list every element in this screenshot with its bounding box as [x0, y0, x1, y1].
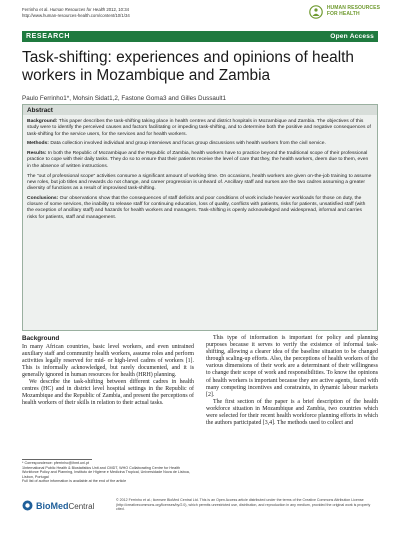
body-paragraph: In many African countries, basic level workers, and even untrained auxiliary staff and community health workers, assume roles and perform activities legally reserved for mid- or high-level cadres of workers [1]. This is informally acknowledged, but rarely documented, and it is generally ignored in human resources for health (HRH) planning. [22, 343, 194, 378]
abstract-methods-text: Data collection involved individual and group interviews and focus group discussions with health workers from the civil service. [48, 141, 326, 147]
article-title: Task-shifting: experiences and opinions of health workers in Mozambique and Zambia [22, 49, 354, 84]
citation [22, 7, 130, 18]
publisher-logo [22, 500, 94, 511]
abstract-heading: Abstract [23, 105, 377, 115]
abstract-methods [27, 141, 373, 147]
journal-logo-icon [309, 5, 323, 19]
author-info-note: Full list of author information is available at the end of the article [22, 479, 127, 484]
abstract-conclusions [27, 196, 373, 221]
citation-authors: Ferrinho et al. [22, 7, 50, 12]
footnotes [22, 461, 194, 484]
journal-logo [309, 5, 380, 19]
publisher-logo-icon [22, 500, 33, 511]
section-heading-background: Background [22, 335, 60, 342]
logo-line-1: HUMAN RESOURCES [326, 5, 380, 12]
affiliation-note: 1International Public Health & Biostatistics Unit and CMDT, WHO Collaborating Centre for Health Workforce Policy and Planning, Instituto de Higiene e Medicina Tropical, Universidade Nova de Lisboa, Lisbon, Portugal [22, 465, 190, 479]
abstract-results-label: Results: [27, 151, 47, 157]
citation-volume: 2012, 10:34 [105, 7, 130, 12]
abstract-background-label: Background: [27, 119, 58, 124]
abstract-results-2: The "out of professional scope" activities consume a significant amount of working time. On occasions, health workers are given on-the-job training to assume new roles, but job titles and rewards do not change, and career progression is unheard of. Ancillary staff and nurses are the two cadres assuming a greater diversity of functions as a result of improvised task-shifting. [27, 173, 372, 192]
abstract-conclusions-label: Conclusions: [27, 195, 59, 201]
abstract-conclusions-text: Our observations show that the consequences of staff deficits and poor conditions of work include heavier workloads for those on duty, the closure of some services, the inability to release staff for continuing education, loss of quality, conflicts with patients, risks for patients, unsatisfied staff (with the exception of ancillary staff) and hazards for health workers and managers. Task-shifting is openly acknowledged and widespread, informal and carries risks for patients, staff and management. [27, 195, 366, 220]
abstract-results-text: In both the Republic of Mozambique and the Republic of Zambia, health workers have to practice beyond the traditional scope of their professional practice to cope with their daily tasks. They do so to ensure that their patients receive the level of care that they, the health workers, deem due to them, even in the absence of written instructions. [27, 151, 369, 169]
publisher-name-sub: Central [68, 501, 95, 511]
logo-line-2: FOR HEALTH [326, 11, 360, 17]
footnote-divider [22, 459, 92, 460]
article-type-banner [22, 31, 378, 42]
abstract-background-text: This paper describes the task-shifting taking place in health centres and district hospitals in Mozambique and Zambia. The objectives of this study were to identify the perceived causes and factors facilitating or impeding task-shifting, and to determine both the positive and negative consequences of task-shifting for the service users, for the services and for health workers. [27, 119, 371, 137]
correspondence-note: * Correspondence: pferrinho@ihmt.unl.pt [22, 461, 90, 465]
abstract-results [27, 151, 373, 170]
body-paragraph: The first section of the paper is a brief description of the health workforce situation in Mozambique and Zambia, two countries which were selected for their recent health workforce planning efforts in which the authors participated [3,4]. The methods used to collect and [206, 398, 378, 427]
citation-journal: Human Resources for Health [49, 7, 106, 12]
body-paragraph: This type of information is important for policy and planning purposes because it serves to verify the existence of informal task-shifting, allowing a clearer idea of the baseline situation to be changed through scaling-up efforts. Also, the perceptions of health workers of the various dimensions of their work are a determinant of their willingness to change their scope of work and responsibilities. To know the opinions of health workers is important because they are active agents, faced with many competing incentives and constraints, in dynamic labour markets [2]. [206, 335, 378, 398]
abstract-background [27, 119, 373, 138]
license-text: © 2012 Ferrinho et al.; licensee BioMed Central Ltd. This is an Open Access article distributed under the terms of the Creative Commons Attribution License (http://creativecommons.org/licenses/by/2.0), which permits unrestricted use, distribution, and reproduction in any medium, provided the original work is properly cited. [116, 498, 371, 511]
body-column-left [22, 335, 194, 407]
article-type-label: RESEARCH [26, 33, 71, 40]
abstract-methods-label: Methods: [27, 141, 49, 147]
publisher-name: BioMed [36, 500, 69, 511]
abstract-box [22, 104, 378, 331]
author-list: Paulo Ferrinho1*, Mohsin Sidat1,2, Fastone Goma3 and Gilles Dussault1 [22, 95, 227, 102]
open-access-label: Open Access [330, 33, 374, 40]
citation-url[interactable]: http://www.human-resources-health.com/content/10/1/34 [22, 12, 130, 18]
body-paragraph: We describe the task-shifting between different cadres in health centres (HC) and in district level hospital settings in the Republic of Mozambique and the Republic of Zambia, and present the perceptions of health workers of their skills in relation to their actual tasks. [22, 379, 194, 407]
body-column-right [206, 335, 378, 427]
